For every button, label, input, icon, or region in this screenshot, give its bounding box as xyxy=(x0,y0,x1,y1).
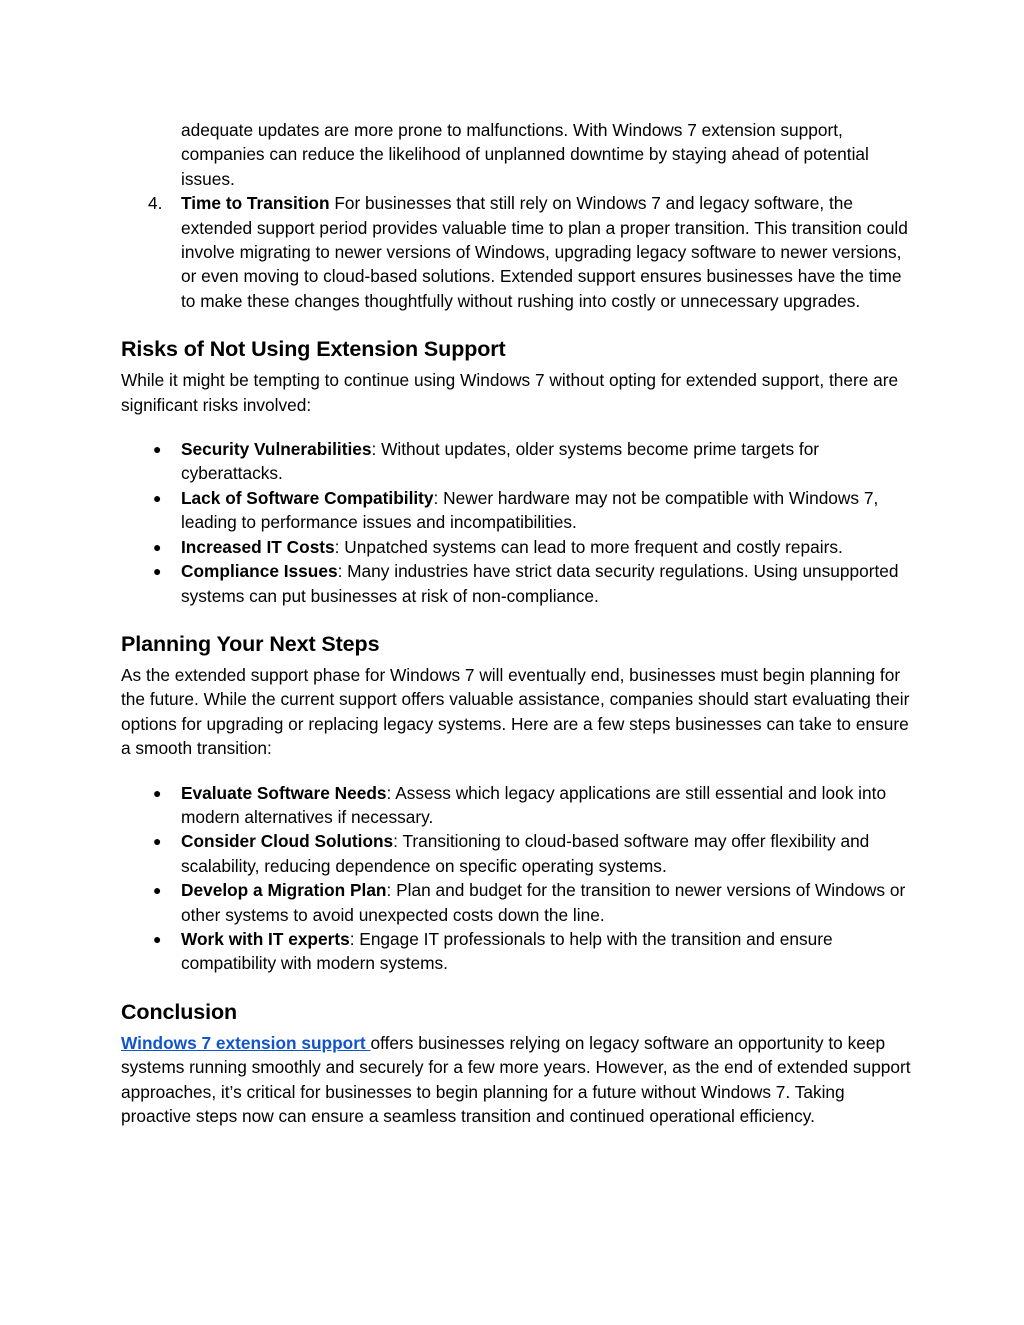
bullet-icon: ● xyxy=(153,882,162,899)
bullet-icon: ● xyxy=(153,833,162,850)
bullet-icon: ● xyxy=(153,930,162,947)
list-item-continuation xyxy=(121,118,911,191)
document-page xyxy=(121,118,911,1128)
item-title: Consider Cloud Solutions xyxy=(181,831,394,852)
list-item xyxy=(121,878,911,927)
risks-list xyxy=(121,437,911,608)
section-heading-risks: Risks of Not Using Extension Support xyxy=(121,337,506,362)
item-text: : Plan and budget for the transition to newer versions of Windows or other systems to avoid unexpected costs down the line. xyxy=(181,880,906,925)
continuation-text: adequate updates are more prone to malfunctions. With Windows 7 extension support, companies can reduce the likelihood of unplanned downtime by staying ahead of potential issues. xyxy=(181,120,869,189)
item-text: For businesses that still rely on Windows 7 and legacy software, the extended support period provides valuable time to plan a proper transition. This transition could involve migrating to newer versions of Windows, upgrading legacy software to newer versions, or even moving to cloud-based solutions. Extended support ensures businesses have the time to make these changes thoughtfully without rushing into costly or unnecessary upgrades. xyxy=(181,193,908,311)
bullet-icon: ● xyxy=(153,489,162,506)
list-number: 4. xyxy=(148,193,163,214)
item-title: Increased IT Costs xyxy=(181,536,335,557)
item-text: : Engage IT professionals to help with the transition and ensure compatibility with modern systems. xyxy=(181,928,833,974)
item-title: Evaluate Software Needs xyxy=(181,782,387,803)
item-text: : Without updates, older systems become prime targets for cyberattacks. xyxy=(181,439,820,484)
item-title: Security Vulnerabilities xyxy=(181,439,372,460)
bullet-icon: ● xyxy=(153,784,162,801)
section-heading-conclusion: Conclusion xyxy=(121,999,238,1024)
windows-7-extension-support-link[interactable]: Windows 7 extension support xyxy=(121,1032,371,1053)
item-title: Work with IT experts xyxy=(181,928,350,949)
item-text: : Assess which legacy applications are still essential and look into modern alternatives if necessary. xyxy=(181,782,887,827)
list-item xyxy=(121,486,911,535)
conclusion-paragraph xyxy=(121,1031,911,1129)
bullet-icon: ● xyxy=(153,538,162,555)
conclusion-text: offers businesses relying on legacy software an opportunity to keep systems running smoothly and securely for a few more years. However, as the end of extended support approaches, it’s critical for businesses to begin planning for a future without Windows 7. Taking proactive steps now can ensure a seamless transition and continued operational efficiency. xyxy=(121,1032,911,1126)
list-item xyxy=(121,927,911,976)
numbered-item-time-to-transition xyxy=(121,191,911,313)
planning-list xyxy=(121,781,911,976)
section-heading-planning: Planning Your Next Steps xyxy=(121,631,380,656)
list-item xyxy=(121,829,911,878)
item-title: Lack of Software Compatibility xyxy=(181,487,434,508)
list-item xyxy=(121,559,911,608)
item-title: Time to Transition xyxy=(181,193,330,214)
planning-intro: As the extended support phase for Windows 7 will eventually end, businesses must begin planning for the future. While the current support offers valuable assistance, companies should start evaluating their options for upgrading or replacing legacy systems. Here are a few steps businesses can take to ensure a smooth transition: xyxy=(121,664,910,759)
item-text: : Unpatched systems can lead to more frequent and costly repairs. xyxy=(334,536,843,557)
risks-intro: While it might be tempting to continue using Windows 7 without opting for extended support, there are significant risks involved: xyxy=(121,370,899,415)
item-text: : Many industries have strict data security regulations. Using unsupported systems can put businesses at risk of non-compliance. xyxy=(181,561,899,606)
item-title: Develop a Migration Plan xyxy=(181,880,387,901)
bullet-icon: ● xyxy=(153,563,162,580)
list-item xyxy=(121,437,911,486)
item-title: Compliance Issues xyxy=(181,561,338,582)
item-text: : Newer hardware may not be compatible with Windows 7, leading to performance issues and incompatibilities. xyxy=(181,487,879,533)
list-item xyxy=(121,535,911,559)
item-text: : Transitioning to cloud-based software may offer flexibility and scalability, reducing dependence on specific operating systems. xyxy=(181,831,870,876)
bullet-icon: ● xyxy=(153,441,162,458)
list-item xyxy=(121,781,911,830)
